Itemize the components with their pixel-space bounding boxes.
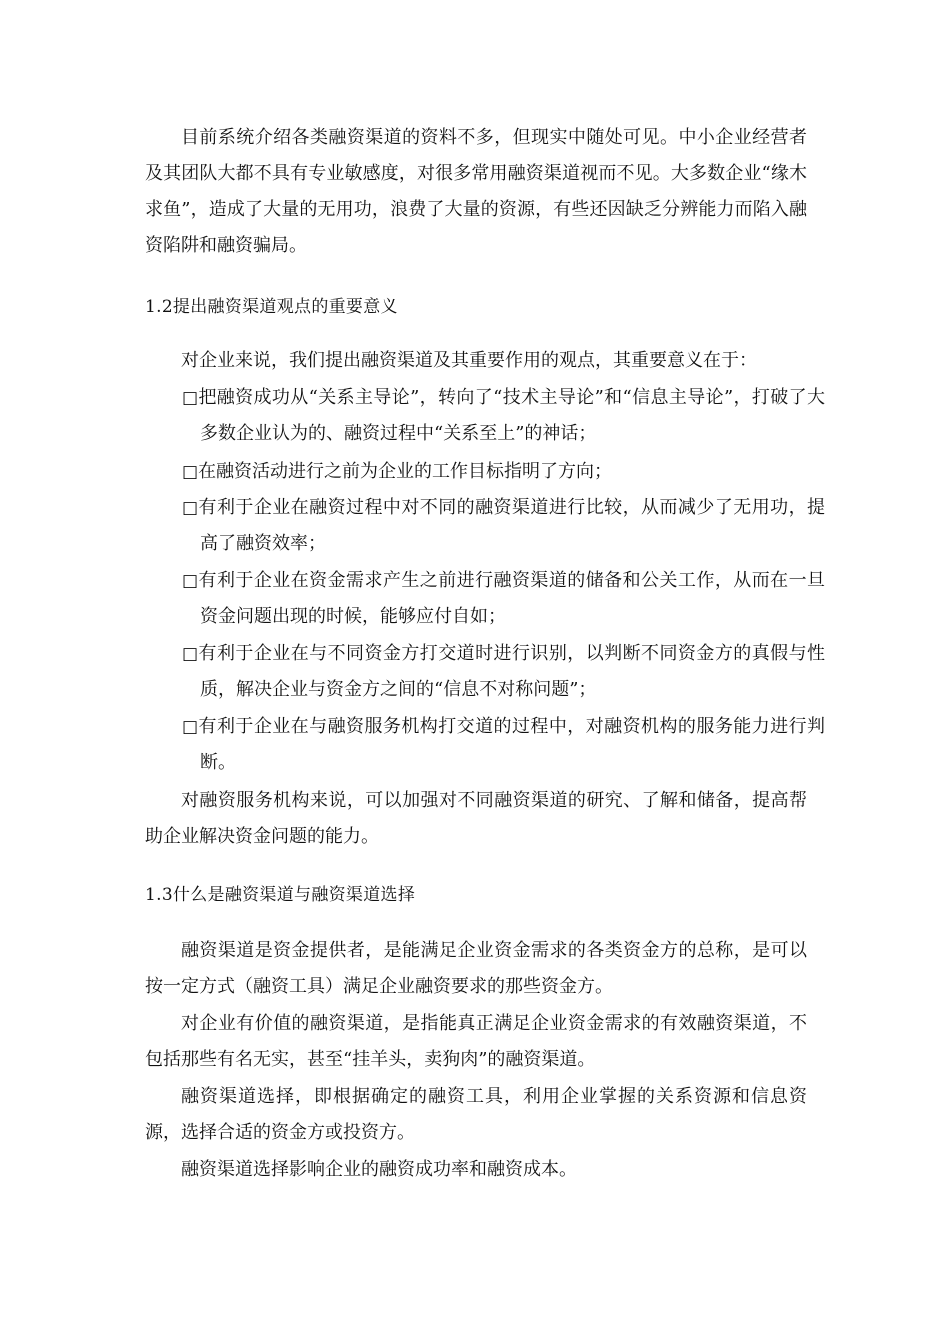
bullet-text: 有利于企业在融资过程中对不同的融资渠道进行比较，从而减少了无用功，提高了融资效率； xyxy=(198,497,826,554)
checkbox-bullet-icon: □ xyxy=(182,717,199,737)
section-1-3-paragraph: 融资渠道选择影响企业的融资成功率和融资成本。 xyxy=(181,1159,577,1180)
section-1-3-paragraph: 融资渠道是资金提供者，是能满足企业资金需求的各类资金方的总称，是可以按一定方式（融资工具）满足企业融资要求的那些资金方。 xyxy=(145,940,807,997)
bullet-text: 有利于企业在与不同资金方打交道时进行识别，以判断不同资金方的真假与性质，解决企业与资金方之间的“信息不对称问题”； xyxy=(198,643,826,700)
checkbox-bullet-icon: □ xyxy=(182,388,199,408)
bullet-item xyxy=(182,563,825,635)
intro-paragraph: 目前系统介绍各类融资渠道的资料不多，但现实中随处可见。中小企业经营者及其团队大都不具有专业敏感度，对很多常用融资渠道视而不见。大多数企业“缘木求鱼”，造成了大量的无用功，浪费了大量的资源，有些还因缺乏分辨能力而陷入融资陷阱和融资骗局。 xyxy=(145,127,807,256)
section-1-3-heading: 1.3什么是融资渠道与融资渠道选择 xyxy=(145,885,416,905)
section-1-2-closing: 对融资服务机构来说，可以加强对不同融资渠道的研究、了解和储备，提高帮助企业解决资金问题的能力。 xyxy=(145,790,807,847)
bullet-item xyxy=(182,490,825,562)
section-1-3-paragraph: 融资渠道选择，即根据确定的融资工具，利用企业掌握的关系资源和信息资源，选择合适的资金方或投资方。 xyxy=(145,1086,807,1143)
bullet-item xyxy=(182,709,825,781)
checkbox-bullet-icon: □ xyxy=(182,644,199,664)
bullet-text: 把融资成功从“关系主导论”，转向了“技术主导论”和“信息主导论”，打破了大多数企业认为的、融资过程中“关系至上”的神话； xyxy=(198,387,825,444)
bullet-text: 在融资活动进行之前为企业的工作目标指明了方向； xyxy=(198,461,613,482)
bullet-text: 有利于企业在与融资服务机构打交道的过程中，对融资机构的服务能力进行判断。 xyxy=(198,716,826,773)
bullet-item xyxy=(182,380,825,452)
section-1-2-lead: 对企业来说，我们提出融资渠道及其重要作用的观点，其重要意义在于： xyxy=(181,350,757,371)
bullet-item xyxy=(182,636,825,708)
section-1-3-paragraph: 对企业有价值的融资渠道，是指能真正满足企业资金需求的有效融资渠道，不包括那些有名无实，甚至“挂羊头，卖狗肉”的融资渠道。 xyxy=(145,1013,807,1070)
checkbox-bullet-icon: □ xyxy=(182,462,199,482)
bullet-text: 有利于企业在资金需求产生之前进行融资渠道的储备和公关工作，从而在一旦资金问题出现的时候，能够应付自如； xyxy=(198,570,826,627)
section-1-2-heading: 1.2提出融资渠道观点的重要意义 xyxy=(145,297,398,317)
checkbox-bullet-icon: □ xyxy=(182,571,199,591)
checkbox-bullet-icon: □ xyxy=(182,498,199,518)
bullet-item xyxy=(182,454,825,490)
